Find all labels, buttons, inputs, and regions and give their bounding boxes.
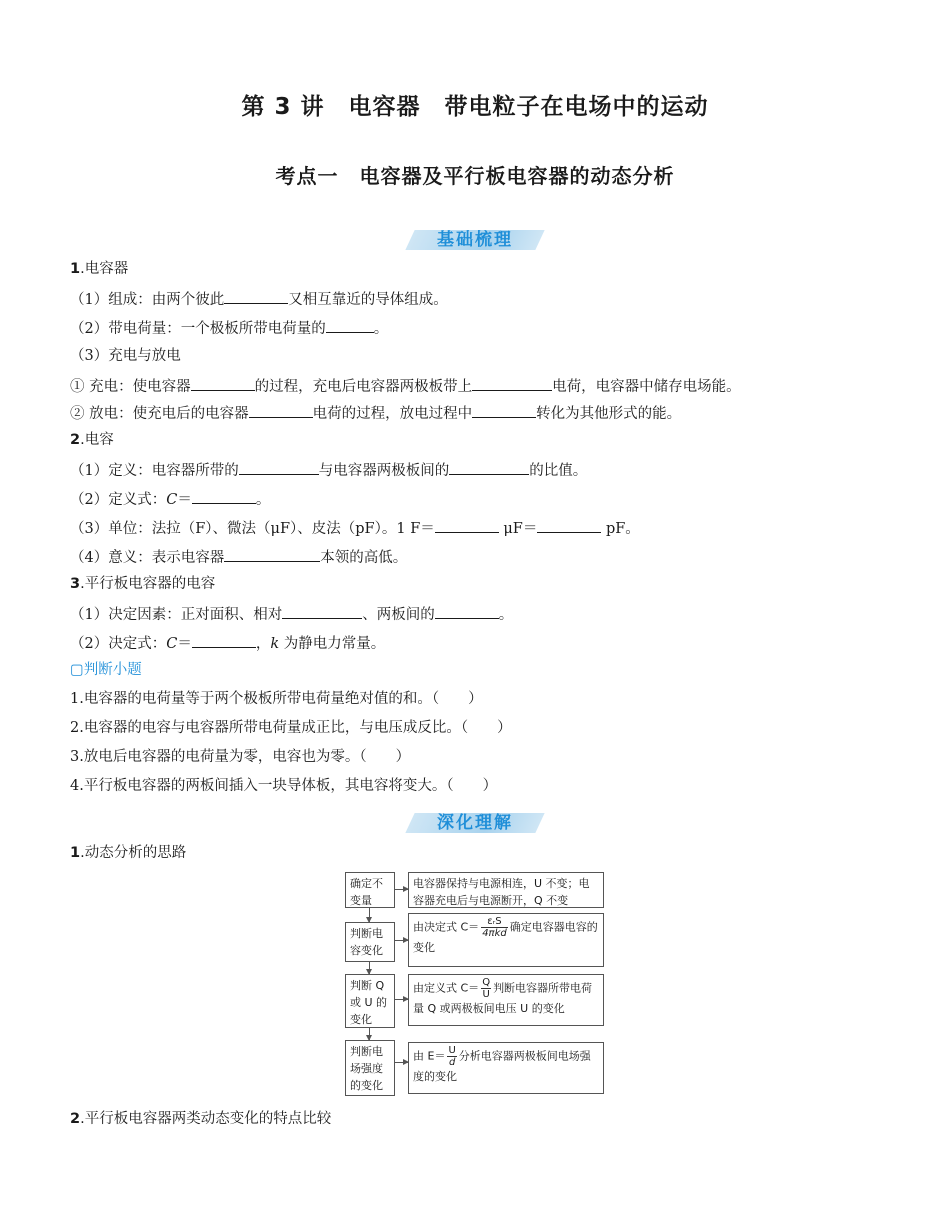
flow-arrow [369,1028,370,1040]
flow-desc-2: 由决定式 C＝ $\frac{\text{εᵣS}}{\text{4πkd}}$ 确定电容器电容的变化 [408,913,604,967]
blank [449,459,529,475]
blank [191,375,255,391]
determining-formula: （2）决定式：C＝ ，k 为静电力常量。 [70,632,385,654]
blank [192,488,256,504]
flow-arrow [395,889,408,890]
flow-desc-3: 由定义式 C＝ $\frac{Q}{U}$ 判断电容器所带电荷量 Q 或两极板间电压 U 的变化 [408,974,604,1026]
blank [239,459,319,475]
banner-deep-label: 深化理解 [437,813,513,833]
banner-basics [410,228,540,254]
blank [326,317,374,333]
judgement-item: 2.电容器的电容与电容器所带电荷量成正比，与电压成反比。（ ） [70,720,512,736]
lecture-title: 第 3 讲 电容器 带电粒子在电场中的运动 [241,94,709,120]
blank [537,517,601,533]
banner-basics-label: 基础梳理 [437,230,513,250]
judgement-heading: ▢判断小题 [70,662,142,678]
flow-step-3: 判断 Q 或 U 的变化 [345,974,395,1028]
section-parallel-plate-heading: 3.平行板电容器的电容 [70,576,216,592]
blank [435,603,499,619]
charging-line: ① 充电：使电容器 的过程，充电后电容器两极板带上 电荷，电容器中储存电场能。 [70,375,741,397]
flow-desc-1: 电容器保持与电源相连，U 不变；电容器充电后与电源断开，Q 不变 [408,872,604,908]
blank [224,288,288,304]
judgement-item: 4.平行板电容器的两板间插入一块导体板，其电容将变大。（ ） [70,778,498,794]
topic-title: 考点一 电容器及平行板电容器的动态分析 [275,164,675,188]
flow-step-4: 判断电场强度的变化 [345,1040,395,1096]
section-capacitance-heading: 2.电容 [70,432,114,448]
capacitor-composition: （1）组成：由两个彼此 又相互靠近的导体组成。 [70,288,448,310]
discharging-line: ② 放电：使充电后的电容器 电荷的过程，放电过程中 转化为其他形式的能。 [70,402,681,424]
section-capacitor-heading: 1.电容器 [70,261,129,277]
judgement-item: 3.放电后电容器的电荷量为零，电容也为零。（ ） [70,749,411,765]
capacitor-charge: （2）带电荷量：一个极板所带电荷量的 。 [70,317,388,339]
determining-factors: （1）决定因素：正对面积、相对 、两板间的 。 [70,603,513,625]
charge-discharge-heading: （3）充电与放电 [70,348,181,364]
flow-step-2: 判断电容变化 [345,922,395,962]
blank [435,517,499,533]
flow-arrow [395,940,408,941]
flow-arrow [369,908,370,922]
blank [472,402,536,418]
flow-arrow [369,962,370,974]
section-dynamic-analysis-heading: 1.动态分析的思路 [70,845,187,861]
section-comparison-heading: 2.平行板电容器两类动态变化的特点比较 [70,1111,332,1127]
capacitance-definition: （1）定义：电容器所带的 与电容器两极板间的 的比值。 [70,459,587,481]
capacitance-meaning: （4）意义：表示电容器 本领的高低。 [70,546,407,568]
blank [282,603,362,619]
flow-step-1: 确定不变量 [345,872,395,908]
banner-deep [410,811,540,837]
capacitance-units: （3）单位：法拉（F）、微法（μF）、皮法（pF）。1 F＝ μF＝ pF。 [70,517,640,539]
blank [192,632,256,648]
flow-desc-4: 由 E＝ $\frac{U}{d}$ 分析电容器两极板间电场强度的变化 [408,1042,604,1094]
flow-arrow [395,999,408,1000]
blank [224,546,320,562]
blank [249,402,313,418]
flow-arrow [395,1062,408,1063]
judgement-item: 1.电容器的电荷量等于两个极板所带电荷量绝对值的和。（ ） [70,691,483,707]
blank [472,375,552,391]
capacitance-formula: （2）定义式：C＝ 。 [70,488,270,510]
